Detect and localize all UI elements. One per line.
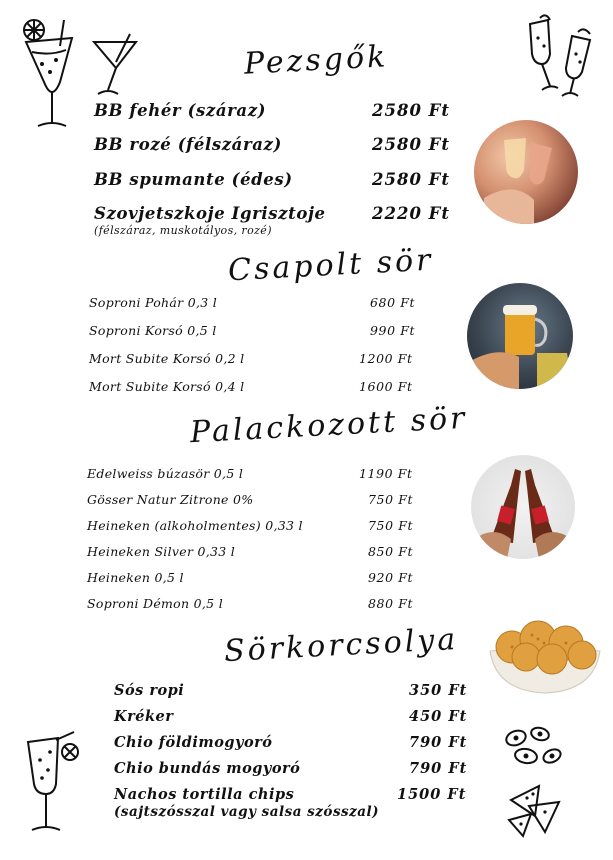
menu-item-name: BB fehér (száraz): [94, 101, 267, 120]
beer-bottles-photo: [471, 455, 575, 559]
menu-item-price: 450 Ft: [409, 708, 468, 725]
peanuts-sketch-icon: [500, 722, 566, 772]
menu-item-name: Heineken Silver 0,33 l: [87, 544, 236, 559]
menu-item-name: Heineken (alkoholmentes) 0,33 l: [87, 518, 303, 533]
champagne-glasses-sketch-icon: [520, 14, 602, 100]
menu-item-name: Kréker: [114, 708, 174, 725]
section-title-csapolt-sor: Csapolt sör: [227, 242, 435, 289]
menu-item-price: 790 Ft: [409, 760, 468, 777]
menu-item-price: 1500 Ft: [397, 786, 467, 803]
menu-item-name: Szovjetszkoje Igrisztoje: [94, 204, 326, 223]
crackers-bowl-photo: [486, 617, 604, 697]
menu-item-price: 990 Ft: [370, 323, 416, 338]
menu-item-price: 1200 Ft: [359, 351, 413, 366]
menu-item-name: BB rozé (félszáraz): [94, 135, 282, 154]
beer-mug-photo: [467, 283, 573, 389]
menu-item-name: Soproni Démon 0,5 l: [87, 596, 223, 611]
menu-item-name: Nachos tortilla chips: [114, 786, 295, 803]
menu-item-name: Edelweiss búzasör 0,5 l: [87, 466, 244, 481]
menu-item-note: (félszáraz, muskotályos, rozé): [94, 224, 272, 237]
menu-item-price: 750 Ft: [368, 492, 414, 507]
menu-item-price: 680 Ft: [370, 295, 416, 310]
menu-item-price: 1190 Ft: [359, 466, 413, 481]
menu-item-price: 880 Ft: [368, 596, 414, 611]
menu-item-price: 750 Ft: [368, 518, 414, 533]
menu-item-name: Gösser Natur Zitrone 0%: [87, 492, 254, 507]
menu-item-price: 850 Ft: [368, 544, 414, 559]
menu-item-name: Heineken 0,5 l: [87, 570, 184, 585]
section-title-pezsgok: Pezsgők: [243, 39, 390, 82]
section-title-palackozott-sor: Palackozott sör: [189, 400, 469, 451]
menu-item-name: Chio bundás mogyoró: [114, 760, 301, 777]
menu-item-name: Mort Subite Korsó 0,2 l: [89, 351, 245, 366]
menu-item-name: Sós ropi: [114, 682, 185, 699]
menu-item-price: 2220 Ft: [372, 204, 451, 223]
champagne-toast-photo: [474, 120, 578, 224]
menu-item-price: 1600 Ft: [359, 379, 413, 394]
menu-item-name: Soproni Pohár 0,3 l: [89, 295, 218, 310]
menu-item-name: BB spumante (édes): [94, 170, 293, 189]
menu-item-name: Chio földimogyoró: [114, 734, 273, 751]
menu-item-note: (sajtszósszal vagy salsa szósszal): [114, 804, 380, 820]
section-title-sorkorcsolya: Sörkorcsolya: [223, 621, 459, 670]
menu-item-price: 790 Ft: [409, 734, 468, 751]
nachos-sketch-icon: [505, 780, 563, 838]
menu-item-price: 350 Ft: [409, 682, 468, 699]
menu-item-price: 2580 Ft: [372, 101, 451, 120]
menu-item-price: 920 Ft: [368, 570, 414, 585]
menu-item-name: Mort Subite Korsó 0,4 l: [89, 379, 245, 394]
menu-item-name: Soproni Korsó 0,5 l: [89, 323, 217, 338]
cocktail-glass-sketch-icon: [18, 730, 88, 840]
menu-item-price: 2580 Ft: [372, 135, 451, 154]
menu-item-price: 2580 Ft: [372, 170, 451, 189]
